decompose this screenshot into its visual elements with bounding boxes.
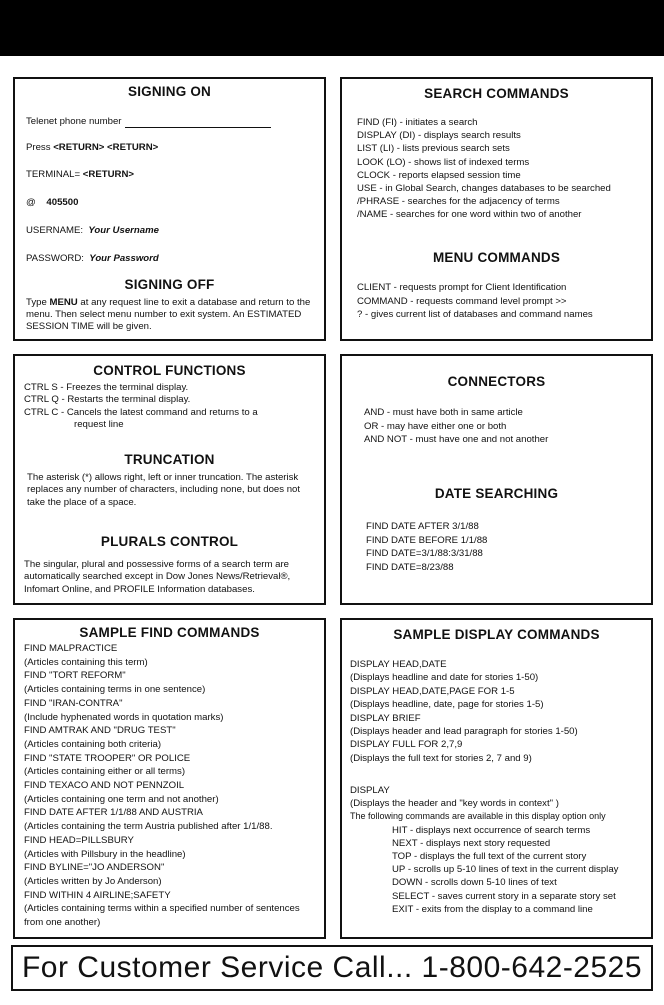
sample-find-line: (Articles containing both criteria) (24, 738, 162, 750)
date-searching-title: DATE SEARCHING (434, 486, 559, 501)
sample-find-line: (Articles containing terms within a specified number of sentences (24, 903, 300, 915)
sample-find-line: FIND "TORT REFORM" (24, 670, 126, 682)
menu-commands-list (357, 281, 593, 322)
menu-command-item: CLIENT - requests prompt for Client Identification (357, 282, 567, 293)
truncation-title: TRUNCATION (124, 452, 215, 467)
sample-find-box (13, 618, 326, 939)
signing-off-text-before: Type (26, 297, 47, 308)
date-search-item: FIND DATE BEFORE 1/1/88 (366, 534, 488, 546)
sample-find-line: (Articles containing this term) (24, 656, 148, 668)
control-function-item: CTRL C - Cancels the latest command and returns to a (24, 406, 258, 418)
display-option-item: TOP - displays the full text of the current story (392, 851, 587, 863)
control-function-item: CTRL S - Freezes the terminal display. (24, 382, 189, 393)
sample-display-line: (Displays headline, date, page for stories 1-5) (350, 699, 544, 711)
signing-off-text-after: at any request line to exit a database and return to the menu. Then select menu number to exit system. An ESTIMATED SESSION TIME will be given. (26, 297, 311, 332)
control-functions-title: CONTROL FUNCTIONS (93, 363, 246, 378)
sample-display-line: DISPLAY FULL FOR 2,7,9 (350, 739, 463, 751)
sample-display-line: (Displays the full text for stories 2, 7 and 9) (350, 752, 532, 764)
display-option-item: HIT - displays next occurrence of search terms (392, 824, 591, 836)
sample-display-line: DISPLAY HEAD,DATE (350, 659, 447, 670)
control-function-item: CTRL Q - Restarts the terminal display. (24, 394, 191, 406)
search-commands-list (357, 116, 611, 222)
password-label: PASSWORD: (26, 253, 84, 264)
sample-find-line: (Articles containing one term and not another) (24, 793, 219, 805)
sample-find-line: FIND HEAD=PILLSBURY (24, 834, 134, 846)
search-command-item: USE - in Global Search, changes databases to be searched (357, 183, 611, 195)
signing-on-title: SIGNING ON (127, 84, 211, 99)
control-function-continuation: request line (74, 418, 124, 430)
sample-find-list (24, 642, 300, 930)
control-functions-list (24, 382, 258, 431)
sample-find-line: (Articles containing either or all terms) (24, 766, 186, 778)
sample-find-line: (Articles containing the term Austria published after 1/1/88. (24, 821, 273, 833)
display-label: DISPLAY (350, 785, 390, 796)
display-option-item: EXIT - exits from the display to a command line (392, 903, 593, 915)
search-commands-title: SEARCH COMMANDS (424, 86, 569, 101)
terminal-label: TERMINAL= (26, 169, 81, 180)
menu-command-item: ? - gives current list of databases and command names (357, 309, 593, 320)
signing-off-keyword: MENU (49, 297, 78, 308)
date-search-item: FIND DATE=3/1/88:3/31/88 (366, 548, 483, 559)
sample-display-line: DISPLAY BRIEF (350, 712, 421, 724)
truncation-text: The asterisk (*) allows right, left or inner truncation. The asterisk replaces any number of characters, including none, but does not take the place of a space. (27, 472, 301, 508)
search-command-item: CLOCK - reports elapsed session time (357, 169, 521, 181)
signing-box (13, 77, 326, 341)
display-option-item: UP - scrolls up 5-10 lines of text in the current display (392, 864, 619, 876)
at-symbol: @ (26, 197, 36, 208)
search-command-item: /NAME - searches for one word within two of another (357, 209, 582, 221)
username-label: USERNAME: (26, 225, 84, 236)
search-commands-box (340, 77, 653, 341)
username-line (26, 225, 159, 237)
username-value: Your Username (88, 225, 159, 236)
password-value: Your Password (89, 253, 159, 264)
sample-display-line: (Displays headline and date for stories 1-50) (350, 672, 539, 684)
connectors-box (340, 354, 653, 605)
search-command-item: FIND (FI) - initiates a search (357, 117, 478, 128)
telenet-label: Telenet phone number (26, 116, 122, 127)
sample-find-line: from one another) (24, 917, 101, 929)
connector-item: AND - must have both in same article (364, 407, 523, 418)
display-note: (Displays the header and "key words in context" ) (350, 798, 559, 810)
at-line (26, 197, 78, 209)
sample-find-line: (Articles written by Jo Anderson) (24, 875, 162, 887)
sample-display-list (350, 658, 578, 765)
sample-display-title: SAMPLE DISPLAY COMMANDS (393, 627, 600, 642)
plurals-control-title: PLURALS CONTROL (100, 534, 239, 549)
search-command-item: /PHRASE - searches for the adjacency of terms (357, 196, 560, 208)
options-intro: The following commands are available in this display option only (350, 811, 606, 822)
sample-find-line: FIND AMTRAK AND "DRUG TEST" (24, 725, 176, 737)
sample-find-line: FIND BYLINE="JO ANDERSON" (24, 862, 165, 874)
sample-find-line: FIND TEXACO AND NOT PENNZOIL (24, 780, 185, 792)
sample-find-line: FIND DATE AFTER 1/1/88 AND AUSTRIA (24, 807, 203, 819)
connectors-title: CONNECTORS (447, 374, 546, 389)
signing-off-title: SIGNING OFF (124, 277, 215, 292)
sample-display-box (340, 618, 653, 939)
menu-command-item: COMMAND - requests command level prompt >> (357, 295, 567, 307)
date-searching-list (366, 520, 487, 574)
sample-find-line: (Articles containing terms in one sentence) (24, 684, 206, 696)
press-keys: <RETURN> <RETURN> (53, 142, 159, 153)
terminal-key: <RETURN> (82, 169, 134, 180)
sample-find-line: FIND MALPRACTICE (24, 643, 118, 654)
search-command-item: LIST (LI) - lists previous search sets (357, 143, 510, 155)
display-option-section (350, 784, 618, 916)
sample-display-line: (Displays header and lead paragraph for stories 1-50) (350, 726, 578, 738)
display-option-item: NEXT - displays next story requested (392, 837, 551, 849)
date-search-item: FIND DATE=8/23/88 (366, 561, 454, 573)
press-prefix: Press (26, 142, 51, 153)
at-value: 405500 (46, 197, 79, 208)
sample-find-line: (Include hyphenated words in quotation marks) (24, 711, 224, 723)
sample-display-line: DISPLAY HEAD,DATE,PAGE FOR 1-5 (350, 685, 515, 697)
plurals-control-text: The singular, plural and possessive forms of a search term are automatically searched except in Dow Jones News/Retrieval®, Infomart Online, and PROFILE Information databases. (24, 559, 291, 595)
telenet-line (26, 116, 271, 128)
menu-commands-title: MENU COMMANDS (432, 250, 561, 265)
signing-off-text (26, 297, 316, 333)
search-command-item: DISPLAY (DI) - displays search results (357, 130, 521, 142)
sample-find-line: FIND "STATE TROOPER" OR POLICE (24, 752, 191, 764)
password-line (26, 253, 159, 265)
display-option-item: SELECT - saves current story in a separate story set (392, 890, 616, 902)
sample-find-line: (Articles with Pillsbury in the headline) (24, 848, 186, 860)
control-functions-box (13, 354, 326, 605)
connectors-list (364, 406, 548, 447)
date-search-item: FIND DATE AFTER 3/1/88 (366, 521, 479, 532)
press-line (26, 142, 158, 154)
customer-service-footer: For Customer Service Call... 1-800-642-2525 (11, 945, 653, 991)
sample-find-line: FIND WITHIN 4 AIRLINE;SAFETY (24, 889, 171, 901)
connector-item: AND NOT - must have one and not another (364, 434, 549, 445)
sample-find-line: FIND "IRAN-CONTRA" (24, 697, 123, 709)
terminal-line (26, 169, 134, 181)
connector-item: OR - may have either one or both (364, 420, 507, 432)
telenet-blank (125, 118, 271, 128)
search-command-item: LOOK (LO) - shows list of indexed terms (357, 156, 530, 168)
top-black-banner (0, 0, 664, 56)
sample-find-title: SAMPLE FIND COMMANDS (79, 625, 260, 640)
display-option-item: DOWN - scrolls down 5-10 lines of text (392, 877, 557, 889)
